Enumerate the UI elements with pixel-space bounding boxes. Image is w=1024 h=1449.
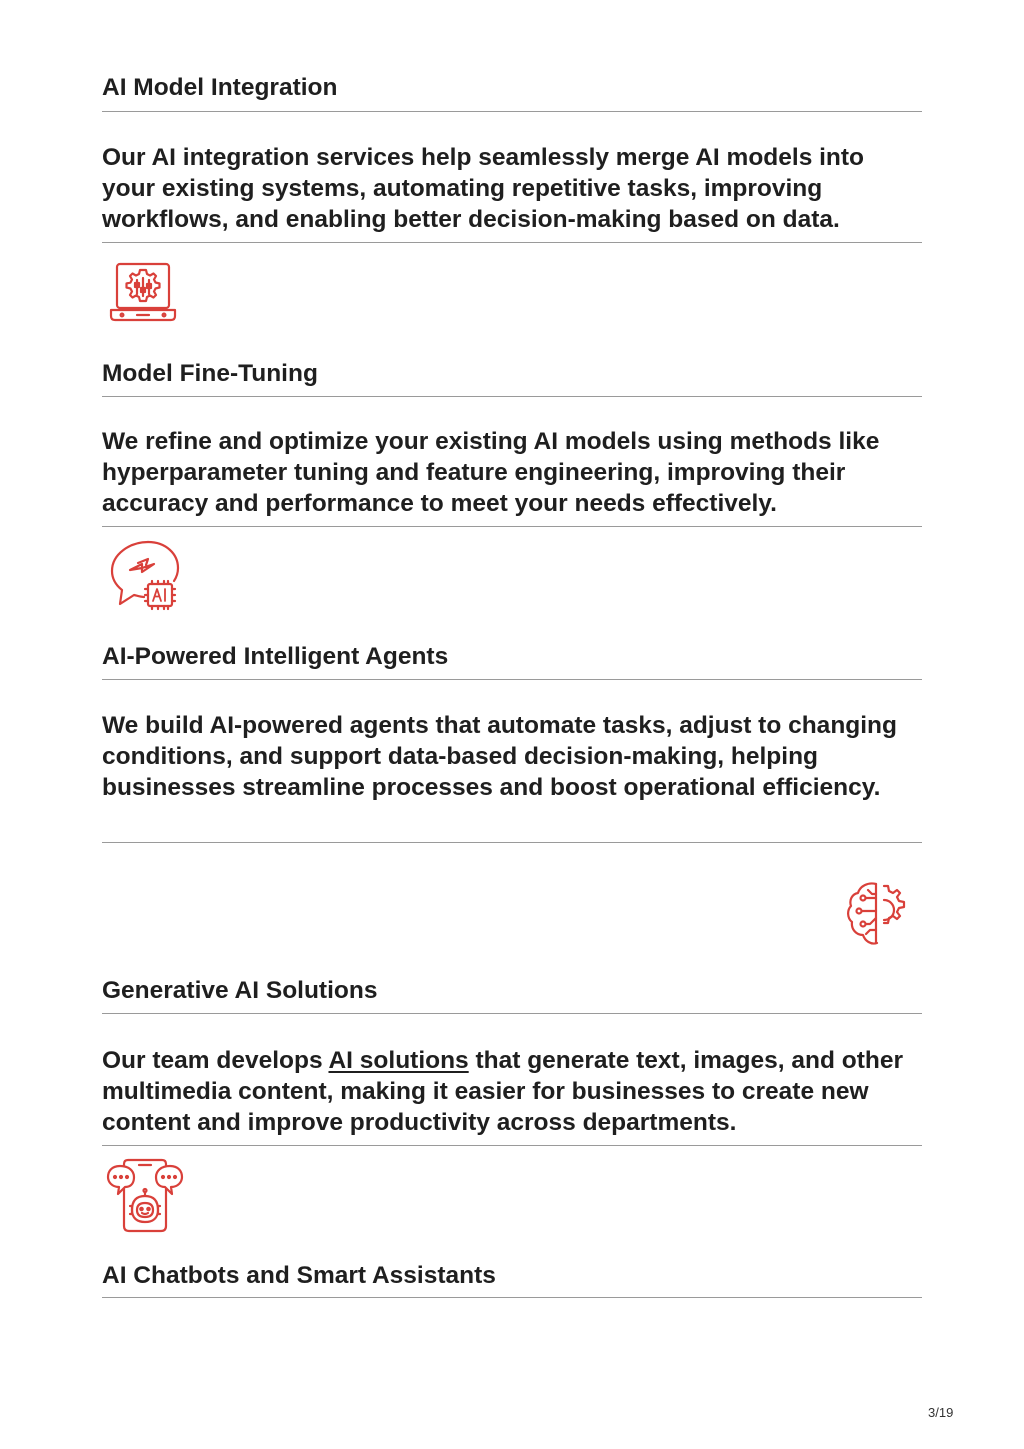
heading-ai-powered-agents: AI-Powered Intelligent Agents xyxy=(102,643,449,670)
divider xyxy=(102,396,922,397)
divider xyxy=(102,526,922,527)
divider xyxy=(102,1013,922,1014)
paragraph-model-fine-tuning: We refine and optimize your existing AI models using methods like hyperparameter tuning and feature engineering, improving their accuracy and performance to meet your needs effectively. xyxy=(102,428,880,517)
paragraph-text-start: Our team develops xyxy=(102,1047,329,1074)
section-heading xyxy=(102,1260,922,1291)
heading-model-fine-tuning: Model Fine-Tuning xyxy=(102,360,318,387)
paragraph-text-end: that generate text, images, and other multimedia content, making it easier for businesses to create new content and improve productivity across departments. xyxy=(102,1047,903,1136)
section-body xyxy=(102,710,922,803)
divider xyxy=(102,111,922,112)
ai-chat-bubble-icon xyxy=(108,538,184,612)
paragraph-generative-ai xyxy=(102,1045,922,1138)
divider xyxy=(102,242,922,243)
paragraph-ai-powered-agents: We build AI-powered agents that automate tasks, adjust to changing conditions, and support data-based decision-making, helping businesses streamline processes and boost operational efficiency. xyxy=(102,712,897,801)
section-heading xyxy=(102,641,922,672)
divider xyxy=(102,1145,922,1146)
ai-solutions-link[interactable]: AI solutions xyxy=(328,1047,469,1074)
paragraph-ai-model-integration: Our AI integration services help seamlessly merge AI models into your existing systems, automating repetitive tasks, improving workflows, and enabling better decision-making based on data. xyxy=(102,144,865,233)
heading-ai-chatbots: AI Chatbots and Smart Assistants xyxy=(102,1262,496,1289)
divider xyxy=(102,842,922,843)
section-body xyxy=(102,426,922,519)
section-heading xyxy=(102,72,922,103)
divider xyxy=(102,1297,922,1298)
chatbot-phone-icon xyxy=(106,1156,184,1234)
page-number: 3/19 xyxy=(928,1405,954,1420)
section-body xyxy=(102,1045,922,1138)
section-heading xyxy=(102,975,922,1006)
divider xyxy=(102,679,922,680)
heading-ai-model-integration: AI Model Integration xyxy=(102,74,338,101)
laptop-settings-icon xyxy=(108,258,178,326)
section-body xyxy=(102,142,922,235)
brain-gear-icon xyxy=(846,878,914,950)
heading-generative-ai: Generative AI Solutions xyxy=(102,977,378,1004)
section-heading xyxy=(102,358,922,389)
